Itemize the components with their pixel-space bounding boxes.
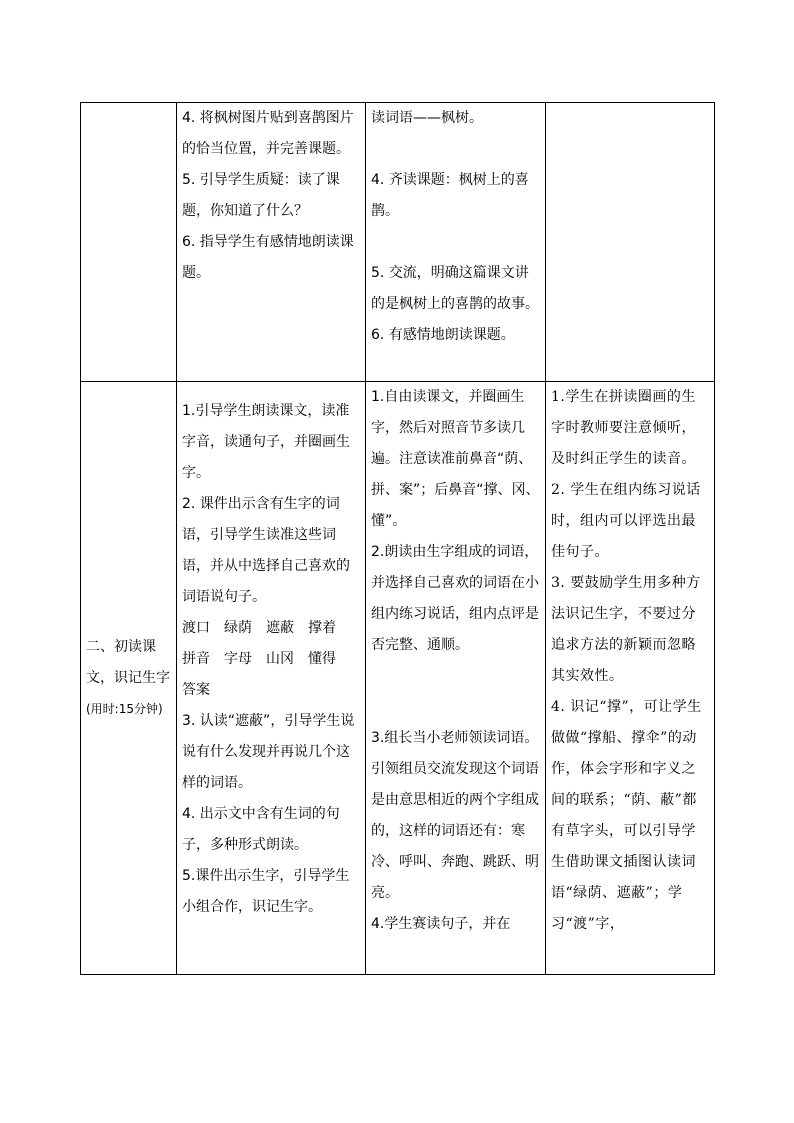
design-note: 2. 学生在组内练习说话时，组内可以评选出最佳句子。 (551, 482, 701, 560)
teacher-step: 6. 指导学生有感情地朗读课题。 (182, 234, 354, 281)
teacher-activity-cell (177, 382, 366, 975)
student-step: 2.朗读由生字组成的词语，并选择自己喜欢的词语在小组内练习说话，组内点评是否完整、通顺。 (371, 544, 539, 653)
vocabulary-list: 渡口 绿荫 遮蔽 撑着 拼音 字母 山冈 懂得 答案 (182, 620, 350, 698)
student-step: 4.学生赛读句子，并在 (371, 916, 511, 932)
design-note: 3. 要鼓励学生用多种方法识记生字，不要过分追求方法的新颖而忽略其实效性。 (551, 575, 701, 684)
teacher-step: 4. 出示文中含有生词的句子，多种形式朗读。 (182, 806, 340, 853)
teacher-step: 2. 课件出示含有生字的词语，引导学生读准这些词语，并从中选择自己喜欢的词语说句子。 (182, 496, 350, 605)
table-row (81, 382, 715, 975)
student-step: 4. 齐读课题：枫树上的喜鹊。 (371, 172, 529, 219)
student-activity-cell (366, 382, 546, 975)
teacher-step: 4. 将枫树图片贴到喜鹊图片的恰当位置，并完善课题。 (182, 110, 354, 157)
student-step: 6. 有感情地朗读课题。 (371, 327, 515, 343)
student-step: 读词语——枫树。 (371, 110, 483, 126)
student-step: 5. 交流，明确这篇课文讲的是枫树上的喜鹊的故事。 (371, 265, 539, 312)
design-note-cell (546, 103, 715, 382)
stage-title: 二、初读课文，识记生字 (86, 638, 170, 686)
stage-cell (81, 382, 177, 975)
teacher-step: 3. 认读“遮蔽”，引导学生说说有什么发现并再说几个这样的词语。 (182, 713, 355, 791)
teacher-step: 5. 引导学生质疑：读了课题，你知道了什么？ (182, 172, 340, 219)
teacher-step: 1.引导学生朗读课文，读准字音，读通句子，并圈画生字。 (182, 403, 350, 481)
teacher-activity-cell (177, 103, 366, 382)
design-note: 1.学生在拼读圈画的生字时教师要注意倾听，及时纠正学生的读音。 (551, 389, 696, 467)
student-activity-cell (366, 103, 546, 382)
lesson-plan-table (80, 102, 715, 975)
stage-time: (用时:15分钟) (86, 701, 163, 716)
student-step: 1.自由读课文，并圈画生字，然后对照音节多读几遍。注意读准前鼻音“荫、拼、案”；后鼻音“撑、冈、懂”。 (371, 389, 540, 529)
table-row (81, 103, 715, 382)
design-note-cell (546, 382, 715, 975)
stage-cell (81, 103, 177, 382)
teacher-step: 5.课件出示生字，引导学生小组合作，识记生字。 (182, 868, 350, 915)
design-note: 4. 识记“撑”，可让学生做做“撑船、撑伞”的动作，体会字形和字义之间的联系；“荫、蔽”都有草字头，可以引导学生借助课文插图认读词语“绿荫、遮蔽”；学习“渡”字， (551, 699, 702, 932)
student-step: 3.组长当小老师领读词语。引领组员交流发现这个词语是由意思相近的两个字组成的，这样的词语还有：寒冷、呼叫、奔跑、跳跃、明亮。 (371, 730, 539, 901)
